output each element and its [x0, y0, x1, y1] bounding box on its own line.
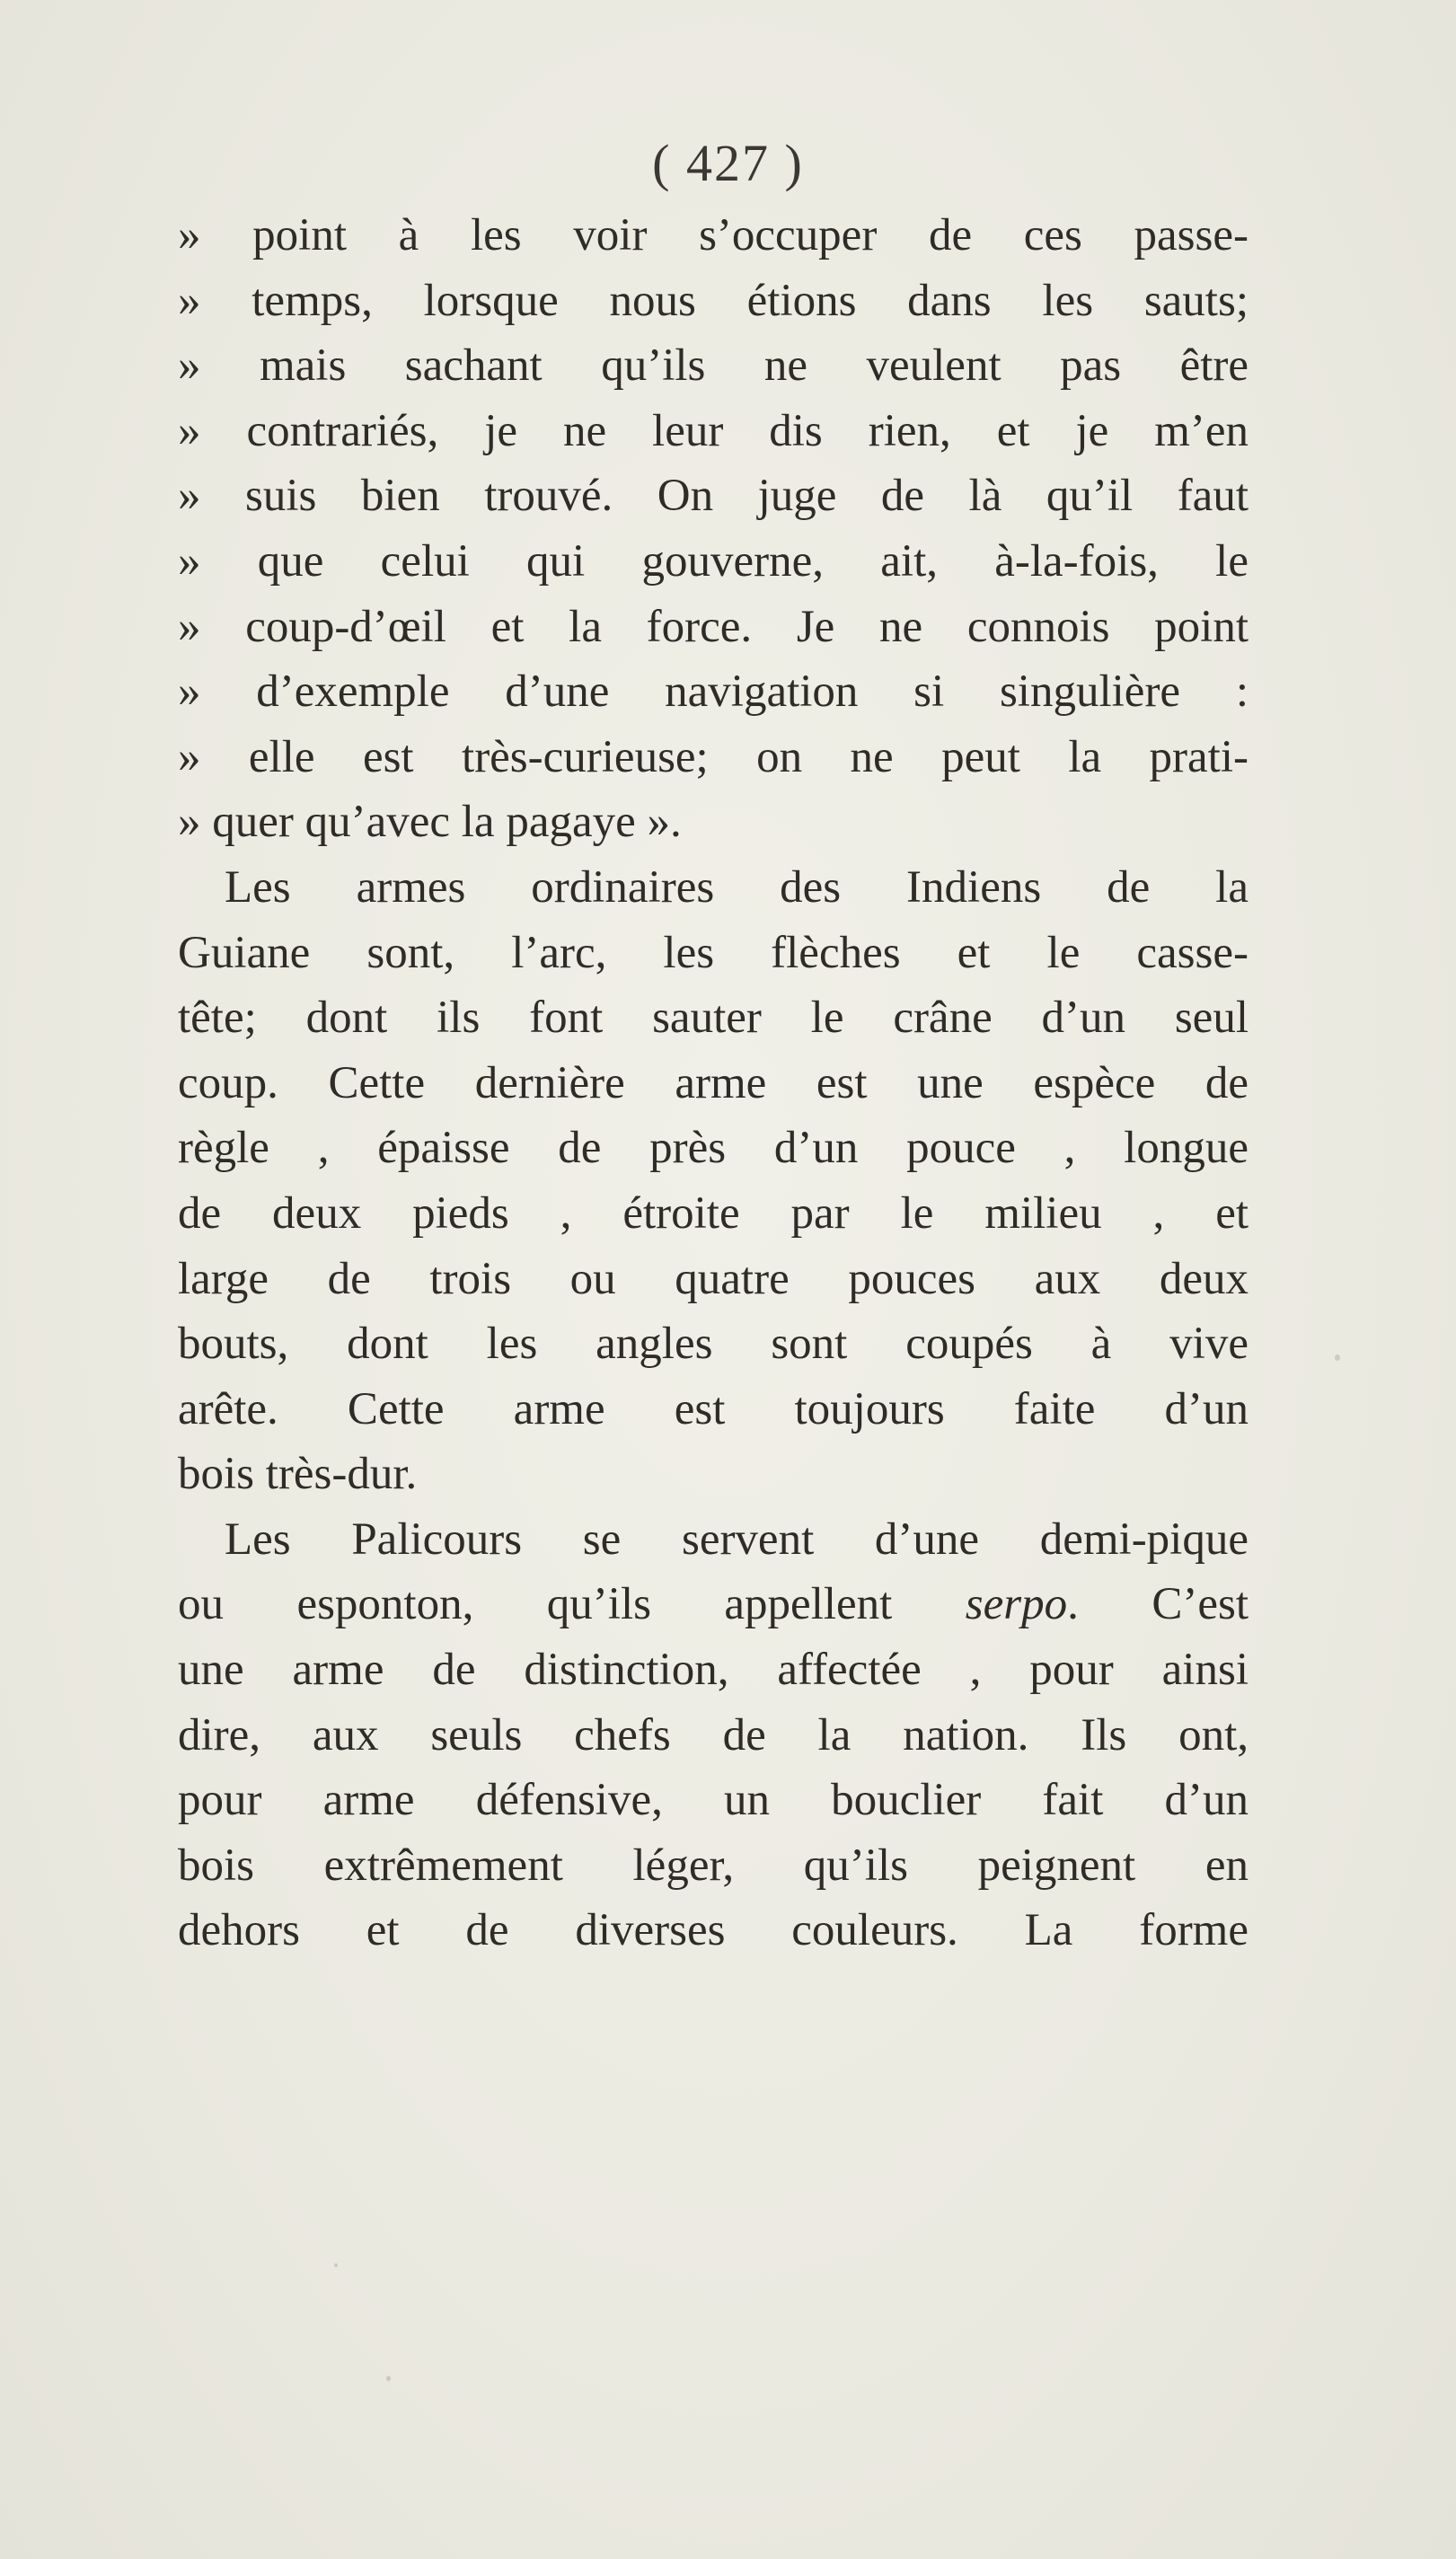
paragraph-palicours: [178, 1507, 1249, 1963]
text-line: » temps, lorsque nous étions dans les sauts;: [178, 275, 1249, 326]
paragraph-quotation: [178, 203, 1249, 855]
text-line: Les armes ordinaires des Indiens de la: [225, 861, 1249, 913]
text-line: » suis bien trouvé. On juge de là qu’il faut: [178, 471, 1249, 522]
paper-speck: [334, 2263, 338, 2267]
text-line: Les Palicours se servent d’une demi-pique: [225, 1513, 1249, 1565]
text-line: » d’exemple d’une navigation si singulière :: [178, 666, 1249, 718]
text-line: » elle est très-curieuse; on ne peut la prati-: [178, 731, 1249, 782]
italic-word: serpo: [965, 1579, 1068, 1630]
text-line: pour arme défensive, un bouclier fait d’un: [178, 1775, 1249, 1826]
text-line: bois très-dur.: [178, 1449, 418, 1500]
text-line: bois extrêmement léger, qu’ils peignent en: [178, 1840, 1249, 1891]
text-line: coup. Cette dernière arme est une espèce de: [178, 1057, 1249, 1108]
text-line: Guiane sont, l’arc, les flèches et le casse-: [178, 927, 1249, 978]
page-number: ( 427 ): [652, 134, 804, 192]
text-line: tête; dont ils font sauter le crâne d’un seul: [178, 993, 1249, 1044]
text-line: de deux pieds , étroite par le milieu , et: [178, 1187, 1249, 1239]
text-line: ou esponton, qu’ils appellent serpo. C’est: [178, 1579, 1249, 1630]
text-line: » mais sachant qu’ils ne veulent pas être: [178, 340, 1249, 392]
text-line: règle , épaisse de près d’un pouce , longue: [178, 1123, 1249, 1174]
text-line: une arme de distinction, affectée , pour ainsi: [178, 1645, 1249, 1696]
paper-speck: [1335, 1355, 1340, 1361]
text-line: bouts, dont les angles sont coupés à vive: [178, 1319, 1249, 1370]
text-line: large de trois ou quatre pouces aux deux: [178, 1253, 1249, 1304]
text-line: arête. Cette arme est toujours faite d’un: [178, 1383, 1249, 1434]
text-line: » point à les voir s’occuper de ces passe-: [178, 210, 1249, 260]
text-line: dehors et de diverses couleurs. La forme: [178, 1905, 1249, 1956]
text-block: [178, 203, 1249, 1963]
text-line: » contrariés, je ne leur dis rien, et je m’en: [178, 405, 1249, 456]
text-line: » coup-d’œil et la force. Je ne connois point: [178, 601, 1249, 652]
paper-speck: [386, 2376, 391, 2381]
text-line: » que celui qui gouverne, ait, à-la-fois, le: [178, 535, 1249, 587]
text-line: dire, aux seuls chefs de la nation. Ils ont,: [178, 1709, 1249, 1760]
text-line: » quer qu’avec la pagaye ».: [178, 797, 682, 848]
paragraph-arms: [178, 855, 1249, 1507]
